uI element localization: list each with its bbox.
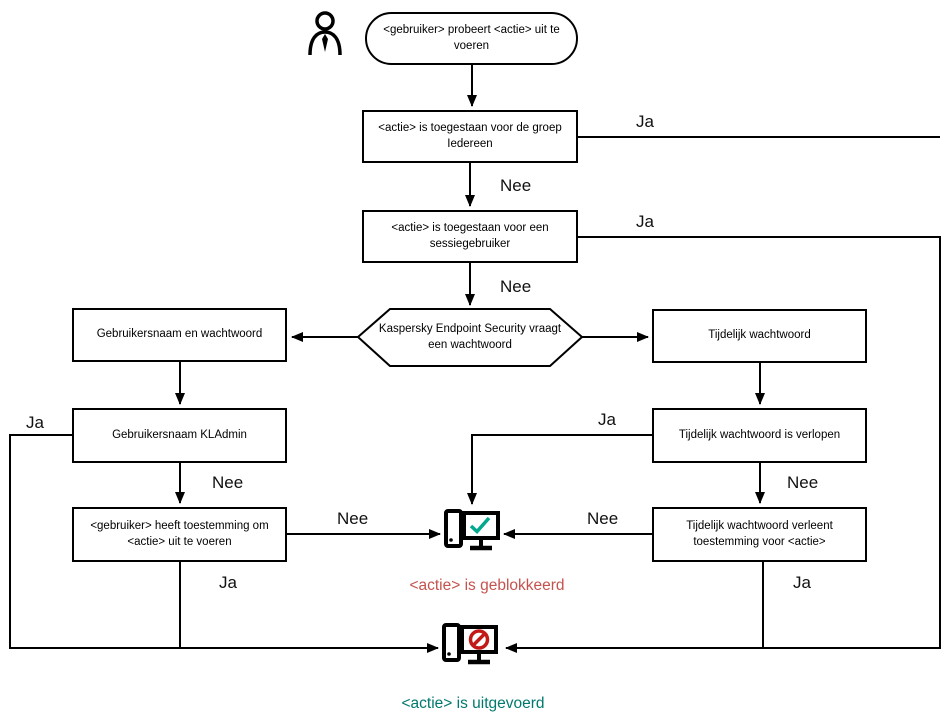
edge-label-ja-kladmin: Ja	[26, 413, 44, 432]
node-temp-expired: Tijdelijk wachtwoord is verlopen	[652, 408, 867, 463]
node-temp-password: Tijdelijk wachtwoord	[652, 309, 867, 363]
node-session-allowed: <actie> is toegestaan voor een sessiegebruiker	[362, 210, 578, 263]
node-username-password: Gebruikersnaam en wachtwoord	[72, 308, 287, 362]
edge-label-nee-group: Nee	[500, 176, 532, 195]
user-icon	[306, 10, 344, 58]
edge-label-ja-expired: Ja	[598, 410, 616, 429]
node-kladmin: Gebruikersnaam KLAdmin	[72, 408, 287, 463]
outcome-blocked-text: <actie> is geblokkeerd	[409, 577, 565, 594]
computer-check-icon	[443, 506, 501, 554]
edge-label-nee-permission: Nee	[337, 509, 369, 528]
node-user-has-permission: <gebruiker> heeft toestemming om <actie> uit te voeren	[72, 507, 287, 562]
node-group-allowed: <actie> is toegestaan voor de groep Iedereen	[362, 110, 578, 163]
edge-label-ja-session: Ja	[636, 212, 654, 231]
edge-label-nee-grants: Nee	[587, 509, 619, 528]
node-password-prompt: Kaspersky Endpoint Security vraagt een wachtwoord	[378, 322, 562, 351]
computer-prohibited-icon	[441, 620, 499, 668]
edge-label-nee-session: Nee	[500, 277, 532, 296]
node-temp-grants: Tijdelijk wachtwoord verleent toestemming voor <actie>	[652, 507, 867, 562]
edge-label-nee-expired: Nee	[787, 473, 819, 492]
outcome-executed-text: <actie> is uitgevoerd	[401, 695, 545, 712]
node-start: <gebruiker> probeert <actie> uit te voeren	[365, 12, 578, 65]
edge-label-ja-permission: Ja	[219, 573, 237, 592]
edge-label-nee-kladmin: Nee	[212, 473, 244, 492]
edge-label-ja-grants: Ja	[793, 573, 811, 592]
edge-label-ja-group: Ja	[636, 112, 654, 131]
